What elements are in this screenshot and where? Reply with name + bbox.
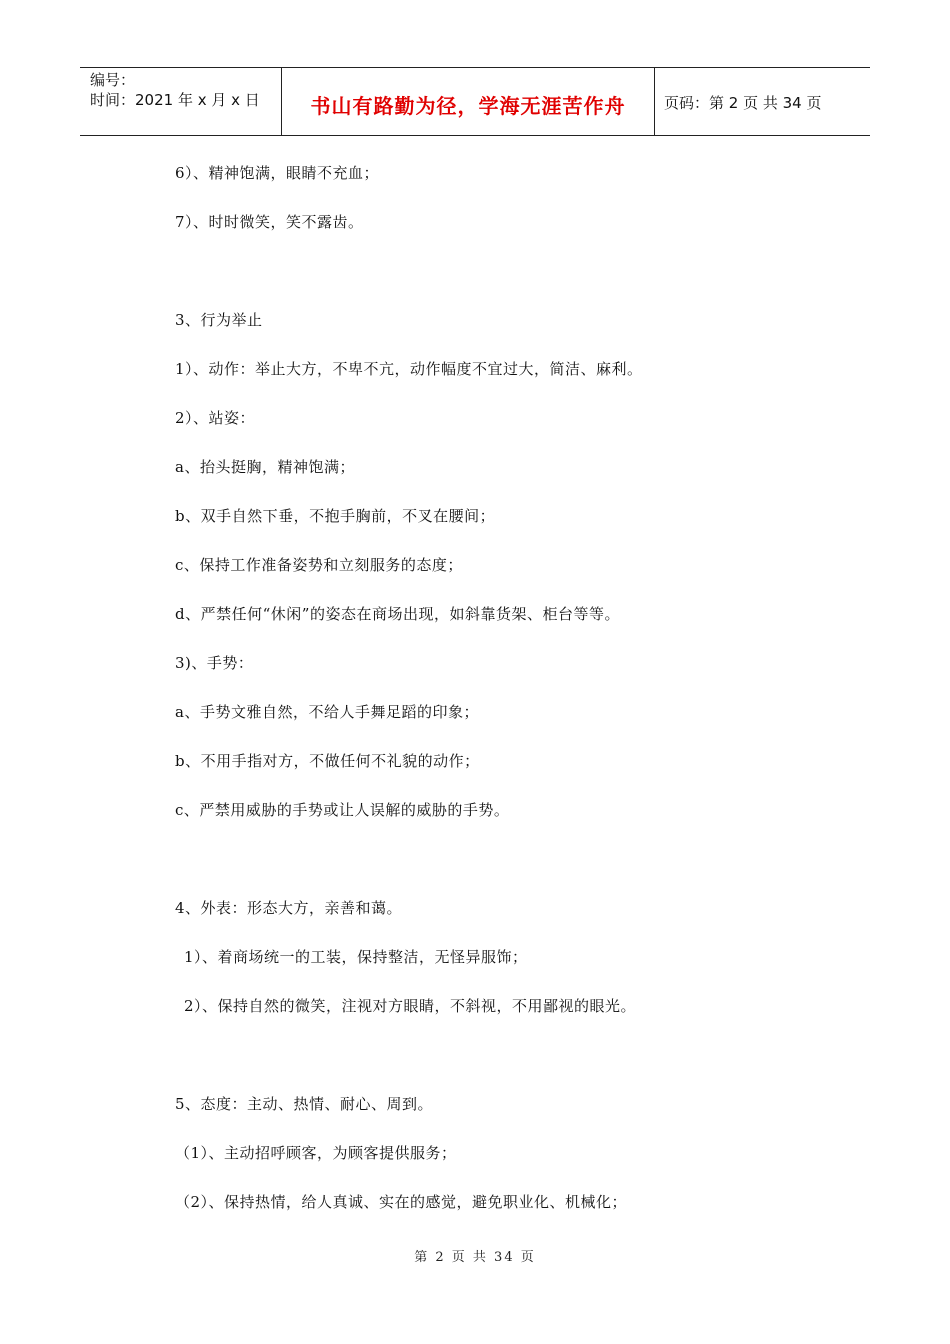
body-line: 3、行为举止: [175, 311, 263, 329]
body-line: 3)、手势：: [175, 654, 254, 672]
body-line: （1）、主动招呼顾客，为顾客提供服务；: [175, 1144, 457, 1162]
header-page-label: 页码：第 2 页 共 34 页: [664, 94, 822, 112]
body-line: b、双手自然下垂，不抱手胸前，不叉在腰间；: [175, 507, 496, 525]
body-line: 1）、动作：举止大方，不卑不亢，动作幅度不宜过大，简洁、麻利。: [175, 360, 643, 378]
body-line: 7）、时时微笑，笑不露齿。: [175, 213, 364, 231]
header-time-label: 时间：2021 年 x 月 x 日: [90, 91, 260, 109]
footer-page-number: 第 2 页 共 34 页: [414, 1250, 536, 1265]
body-line: 2）、保持自然的微笑，注视对方眼睛，不斜视，不用鄙视的眼光。: [184, 997, 637, 1015]
header-top-border: [80, 67, 870, 68]
body-line: d、严禁任何“休闲”的姿态在商场出现，如斜靠货架、柜台等等。: [175, 605, 620, 623]
body-line: a、抬头挺胸，精神饱满；: [175, 458, 355, 476]
body-line: b、不用手指对方，不做任何不礼貌的动作；: [175, 752, 480, 770]
body-line: c、保持工作准备姿势和立刻服务的态度；: [175, 556, 463, 574]
header-motto: 书山有路勤为径，学海无涯苦作舟: [310, 94, 626, 118]
body-line: 6）、精神饱满，眼睛不充血；: [175, 164, 380, 182]
body-line: 2）、站姿：: [175, 409, 256, 427]
body-line: 1）、着商场统一的工装，保持整洁，无怪异服饰；: [184, 948, 528, 966]
body-line: （2）、保持热情，给人真诚、实在的感觉，避免职业化、机械化；: [175, 1193, 628, 1211]
body-line: a、手势文雅自然，不给人手舞足蹈的印象；: [175, 703, 479, 721]
header-divider-right: [654, 67, 655, 136]
header-number-label: 编号：: [90, 71, 136, 89]
header-bottom-border: [80, 135, 870, 136]
header-info: [90, 70, 260, 110]
body-line: 5、态度：主动、热情、耐心、周到。: [175, 1095, 434, 1113]
body-line: c、严禁用威胁的手势或让人误解的威胁的手势。: [175, 801, 510, 819]
body-line: 4、外表：形态大方，亲善和蔼。: [175, 899, 403, 917]
